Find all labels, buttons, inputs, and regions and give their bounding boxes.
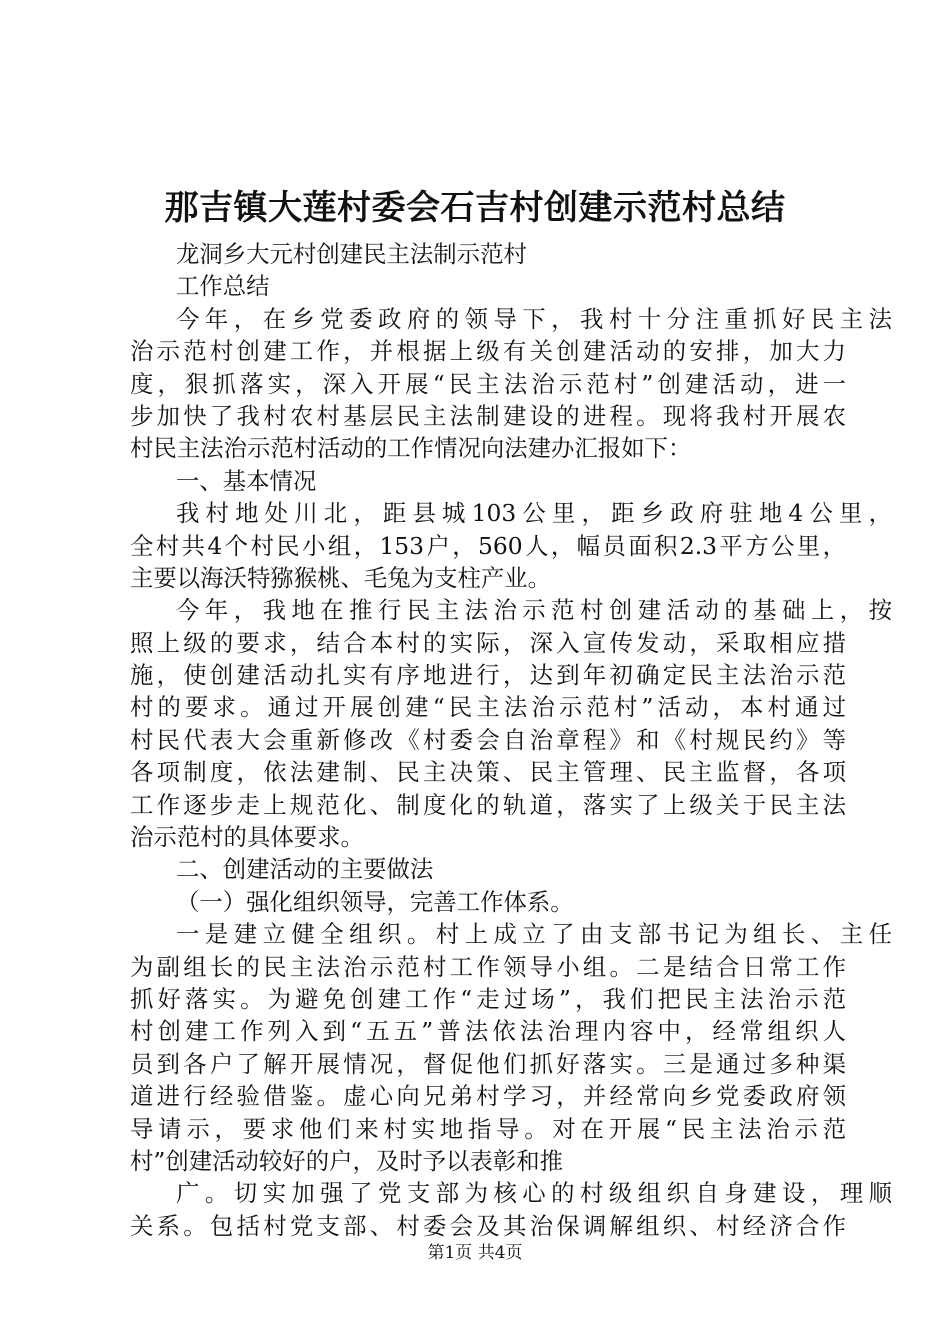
text-line: 广。切实加强了党支部为核心的村级组织自身建设，理顺 (176, 1179, 892, 1208)
text-line: 照上级的要求，结合本村的实际，深入宣传发动，采取相应措 (130, 628, 846, 657)
text-line: 道进行经验借鉴。虚心向兄弟村学习，并经常向乡党委政府领 (130, 1082, 846, 1111)
text-line: 今年，在乡党委政府的领导下，我村十分注重抓好民主法 (176, 304, 892, 333)
text-line: 龙洞乡大元村创建民主法制示范村 (176, 240, 527, 268)
text-line: 导请示，要求他们来村实地指导。对在开展“民主法治示范 (130, 1114, 846, 1143)
document-body (130, 238, 892, 1242)
text-line: 村”创建活动较好的户，及时予以表彰和推 (130, 1146, 563, 1175)
text-line: 施，使创建活动扎实有序地进行，达到年初确定民主法治示范 (130, 661, 846, 690)
section-heading: 二、创建活动的主要做法 (176, 855, 434, 884)
text-line: 抓好落实。为避免创建工作“走过场”，我们把民主法治示范 (130, 984, 846, 1013)
text-line: 主要以海沃特猕猴桃、毛兔为支柱产业。 (130, 563, 552, 592)
text-line: 一是建立健全组织。村上成立了由支部书记为组长、主任 (176, 920, 892, 949)
text-line: 村的要求。通过开展创建“民主法治示范村”活动，本村通过 (130, 693, 846, 722)
text-line: 我村地处川北，距县城103公里，距乡政府驻地4公里， (176, 499, 892, 528)
document-title: 那吉镇大莲村委会石吉村创建示范村总结 (164, 188, 786, 228)
text-line: 治示范村创建工作，并根据上级有关创建活动的安排，加大力 (130, 337, 846, 366)
text-line: 步加快了我村农村基层民主法制建设的进程。现将我村开展农 (130, 401, 846, 430)
text-line: 全村共4个村民小组，153户，560人，幅员面积2.3平方公里， (130, 531, 846, 560)
text-line: 村创建工作列入到“五五”普法依法治理内容中，经常组织人 (130, 1017, 846, 1046)
text-line: 为副组长的民主法治示范村工作领导小组。二是结合日常工作 (130, 952, 846, 981)
text-line: 工作逐步走上规范化、制度化的轨道，落实了上级关于民主法 (130, 790, 846, 819)
text-line: 各项制度，依法建制、民主决策、民主管理、民主监督，各项 (130, 758, 846, 787)
text-line: 工作总结 (176, 272, 270, 301)
text-line: 村民主法治示范村活动的工作情况向法建办汇报如下： (130, 434, 692, 463)
text-line: 村民代表大会重新修改《村委会自治章程》和《村规民约》等 (130, 725, 846, 754)
section-heading: 一、基本情况 (176, 466, 317, 495)
text-line: 员到各户了解开展情况，督促他们抓好落实。三是通过多种渠 (130, 1049, 846, 1078)
text-line: 治示范村的具体要求。 (130, 823, 364, 852)
text-line: 关系。包括村党支部、村委会及其治保调解组织、村经济合作 (130, 1211, 846, 1240)
page-number: 第1页 共4页 (427, 1243, 523, 1263)
text-line: 今年，我地在推行民主法治示范村创建活动的基础上，按 (176, 596, 892, 625)
text-line: 度，狠抓落实，深入开展“民主法治示范村”创建活动，进一 (130, 369, 846, 398)
subsection-heading: （一）强化组织领导，完善工作体系。 (176, 887, 574, 916)
